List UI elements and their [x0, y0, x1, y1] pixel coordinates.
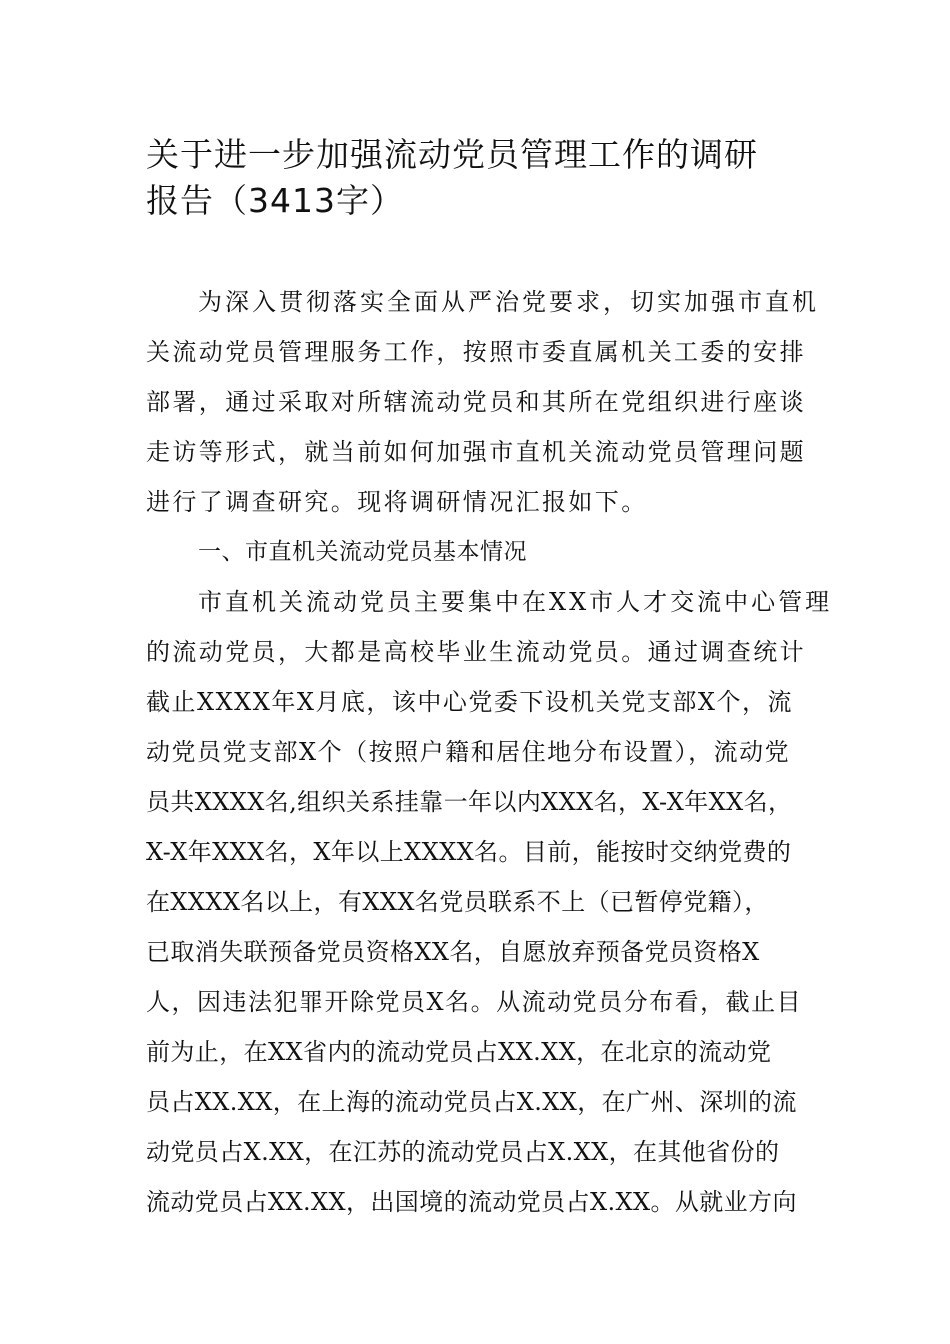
- text-line: 部署，通过采取对所辖流动党员和其所在党组织进行座谈: [146, 388, 806, 416]
- text-line: 动党员党支部X个（按照户籍和居住地分布设置），流动党: [146, 738, 791, 766]
- section1-paragraph: [146, 582, 833, 1232]
- document-body: [146, 282, 833, 1232]
- text-line: 已取消失联预备党员资格XX名，自愿放弃预备党员资格X: [146, 938, 760, 966]
- text-line: 流动党员占XX.XX，出国境的流动党员占X.XX。从就业方向: [146, 1188, 797, 1216]
- text-line: 员占XX.XX，在上海的流动党员占X.XX，在广州、深圳的流: [146, 1088, 797, 1116]
- text-line: 截止XXXX年X月底，该中心党委下设机关党支部X个，流: [146, 688, 794, 716]
- text-line: 前为止，在XX省内的流动党员占XX.XX，在北京的流动党: [146, 1038, 772, 1066]
- text-line: 进行了调查研究。现将调研情况汇报如下。: [146, 488, 648, 516]
- text-line: 员共XXXX名,组织关系挂靠一年以内XXX名，X-X年XX名，: [146, 788, 793, 816]
- text-line: 的流动党员，大都是高校毕业生流动党员。通过调查统计: [146, 638, 806, 666]
- text-line: 为深入贯彻落实全面从严治党要求，切实加强市直机: [198, 288, 819, 316]
- text-line: 动党员占X.XX，在江苏的流动党员占X.XX，在其他省份的: [146, 1138, 780, 1166]
- title-line-1: 关于进一步加强流动党员管理工作的调研: [146, 135, 758, 174]
- text-line: 市直机关流动党员主要集中在XX市人才交流中心管理: [198, 588, 833, 616]
- text-line: 走访等形式，就当前如何加强市直机关流动党员管理问题: [146, 438, 806, 466]
- intro-paragraph: [146, 282, 826, 532]
- document-title: [146, 132, 826, 224]
- text-line: 关流动党员管理服务工作，按照市委直属机关工委的安排: [146, 338, 806, 366]
- text-line: X-X年XXX名，X年以上XXXX名。目前，能按时交纳党费的: [146, 838, 792, 866]
- text-line: 人，因违法犯罪开除党员X名。从流动党员分布看，截止目: [146, 988, 803, 1016]
- section-heading: 一、市直机关流动党员基本情况: [198, 539, 527, 565]
- title-line-2: 报告（3413字）: [146, 181, 404, 220]
- text-line: 在XXXX名以上，有XXX名党员联系不上（已暂停党籍），: [146, 888, 769, 916]
